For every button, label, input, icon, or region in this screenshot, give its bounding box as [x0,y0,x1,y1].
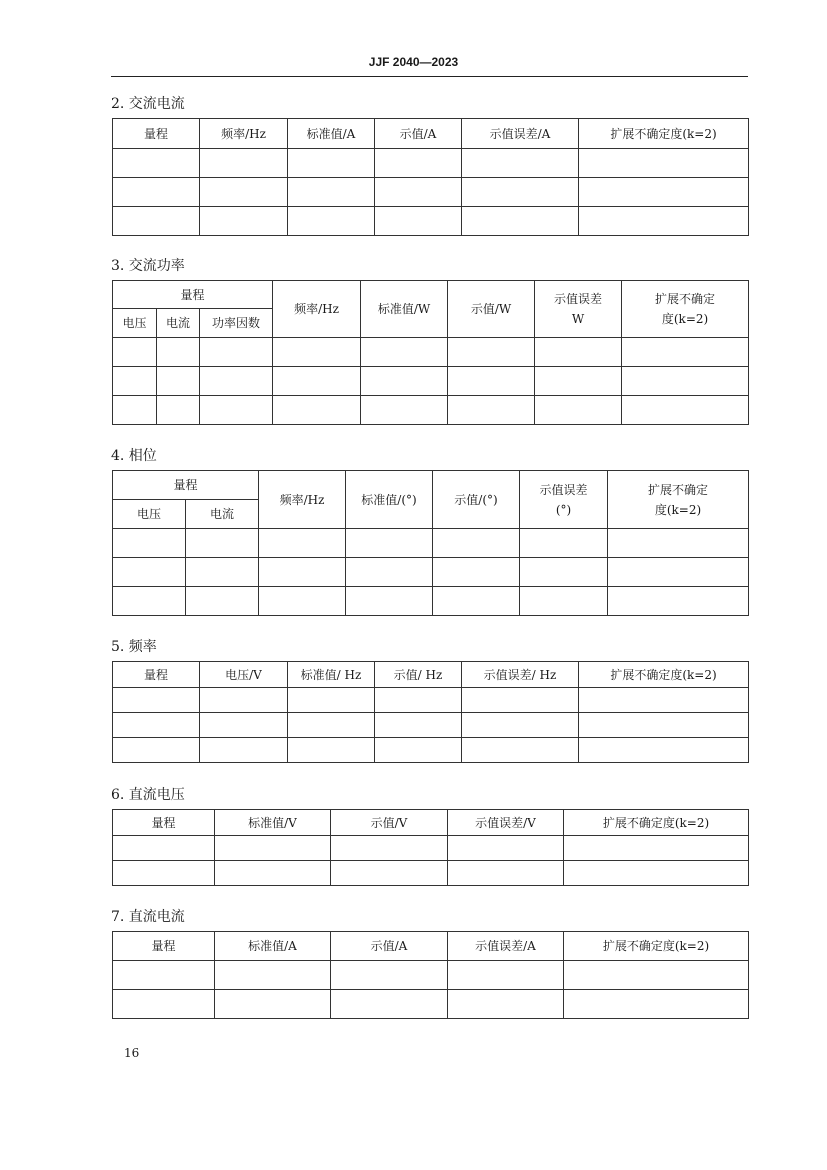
table-cell[interactable] [215,961,331,990]
header-standard-value: 标准值/A [215,932,331,961]
header-range: 量程 [113,119,200,149]
table-cell[interactable] [113,688,200,713]
table-cell[interactable] [288,738,375,763]
header-divider [111,76,748,77]
table-row [113,688,749,713]
table-cell[interactable] [520,558,608,587]
table-cell[interactable] [273,367,361,396]
table-cell[interactable] [200,149,288,178]
table-cell[interactable] [448,961,564,990]
header-indication-error [520,471,608,529]
header-frequency: 频率/Hz [273,281,361,338]
table-cell[interactable] [462,149,579,178]
header-current: 电流 [186,500,259,529]
header-voltage: 电压 [113,309,157,338]
header-standard-value: 标准值/A [288,119,375,149]
table-cell[interactable] [273,338,361,367]
table-cell[interactable] [288,688,375,713]
table-cell[interactable] [564,990,749,1019]
header-current: 电流 [157,309,200,338]
phase-table [112,470,749,616]
table-cell[interactable] [288,207,375,236]
header-range: 量程 [113,662,200,688]
section-title-dc-current: 7. 直流电流 [111,909,185,925]
table-cell[interactable] [200,688,288,713]
header-line: 扩展不确定 [655,292,716,306]
table-cell[interactable] [113,207,200,236]
table-cell[interactable] [331,836,448,861]
section-title-ac-power: 3. 交流功率 [111,258,185,274]
table-row [113,396,749,425]
table-row [113,367,749,396]
table-cell[interactable] [113,149,200,178]
table-cell[interactable] [200,738,288,763]
table-cell[interactable] [361,396,448,425]
table-cell[interactable] [448,338,535,367]
header-indicated-value: 示值/V [331,810,448,836]
table-cell[interactable] [433,558,520,587]
section-title-frequency: 5. 频率 [111,639,157,655]
table-cell[interactable] [113,558,186,587]
table-cell[interactable] [462,178,579,207]
table-cell[interactable] [113,990,215,1019]
header-line: W [571,312,585,326]
table-cell[interactable] [113,367,157,396]
table-cell[interactable] [331,961,448,990]
table-cell[interactable] [361,367,448,396]
table-cell[interactable] [462,738,579,763]
table-cell[interactable] [579,178,749,207]
table-cell[interactable] [375,207,462,236]
table-cell[interactable] [579,688,749,713]
header-range: 量程 [113,471,259,500]
table-cell[interactable] [564,961,749,990]
table-row [113,587,749,616]
table-cell[interactable] [579,738,749,763]
table-cell[interactable] [200,713,288,738]
table-row [113,149,749,178]
table-cell[interactable] [448,836,564,861]
header-standard-value: 标准值/V [215,810,331,836]
table-row [113,713,749,738]
table-cell[interactable] [186,529,259,558]
header-standard-value: 标准值/(°) [346,471,433,529]
table-cell[interactable] [375,738,462,763]
table-row [113,861,749,886]
table-cell[interactable] [215,836,331,861]
table-cell[interactable] [200,396,273,425]
table-cell[interactable] [113,713,200,738]
frequency-table [112,661,749,763]
header-indication-error [535,281,622,338]
table-cell[interactable] [113,861,215,886]
table-cell[interactable] [579,207,749,236]
table-cell[interactable] [448,861,564,886]
header-indicated-value: 示值/(°) [433,471,520,529]
table-cell[interactable] [608,587,749,616]
ac-current-table [112,118,749,236]
table-cell[interactable] [520,587,608,616]
table-cell[interactable] [273,396,361,425]
table-cell[interactable] [186,587,259,616]
table-cell[interactable] [520,529,608,558]
header-line: 度(k=2) [661,312,709,326]
table-cell[interactable] [113,738,200,763]
table-cell[interactable] [564,836,749,861]
header-indication-error: 示值误差/A [462,119,579,149]
header-indication-error: 示值误差/ Hz [462,662,579,688]
table-cell[interactable] [157,396,200,425]
table-row [113,961,749,990]
header-range: 量程 [113,810,215,836]
table-cell[interactable] [579,713,749,738]
page-number: 16 [124,1046,140,1060]
header-line: (°) [555,502,572,517]
header-expanded-uncertainty: 扩展不确定度(k=2) [564,932,749,961]
table-cell[interactable] [113,836,215,861]
table-cell[interactable] [113,396,157,425]
table-cell[interactable] [259,529,346,558]
header-expanded-uncertainty: 扩展不确定度(k=2) [564,810,749,836]
header-range: 量程 [113,281,273,309]
header-indicated-value: 示值/ Hz [375,662,462,688]
ac-power-table [112,280,749,425]
table-cell[interactable] [375,178,462,207]
page-header: JJF 2040—2023 [368,55,459,69]
table-cell[interactable] [113,961,215,990]
table-cell[interactable] [259,558,346,587]
table-cell[interactable] [375,713,462,738]
table-cell[interactable] [113,587,186,616]
table-cell[interactable] [215,990,331,1019]
header-line: 示值误差 [539,482,588,497]
table-cell[interactable] [433,587,520,616]
header-line: 示值误差 [554,292,603,306]
header-power-factor: 功率因数 [200,309,273,338]
table-cell[interactable] [448,367,535,396]
table-cell[interactable] [622,367,749,396]
table-cell[interactable] [113,178,200,207]
table-cell[interactable] [331,861,448,886]
table-cell[interactable] [157,367,200,396]
dc-current-table [112,931,749,1019]
table-cell[interactable] [186,558,259,587]
dc-voltage-table [112,809,749,886]
header-voltage: 电压 [113,500,186,529]
table-row [113,738,749,763]
table-cell[interactable] [200,207,288,236]
header-line: 扩展不确定 [648,482,709,497]
table-cell[interactable] [462,713,579,738]
header-voltage: 电压/V [200,662,288,688]
table-cell[interactable] [346,529,433,558]
table-cell[interactable] [375,688,462,713]
table-cell[interactable] [622,338,749,367]
section-title-phase: 4. 相位 [111,448,157,464]
table-cell[interactable] [535,338,622,367]
header-indication-error: 示值误差/V [448,810,564,836]
header-indicated-value: 示值/A [375,119,462,149]
table-cell[interactable] [157,338,200,367]
table-cell[interactable] [361,338,448,367]
table-cell[interactable] [608,529,749,558]
table-cell[interactable] [259,587,346,616]
header-indicated-value: 示值/W [448,281,535,338]
table-cell[interactable] [200,338,273,367]
header-standard-value: 标准值/ Hz [288,662,375,688]
section-title-dc-voltage: 6. 直流电压 [111,787,185,803]
header-expanded-uncertainty [608,471,749,529]
table-cell[interactable] [433,529,520,558]
table-cell[interactable] [288,178,375,207]
table-row [113,990,749,1019]
table-cell[interactable] [448,396,535,425]
table-cell[interactable] [331,990,448,1019]
header-standard-value: 标准值/W [361,281,448,338]
table-cell[interactable] [346,587,433,616]
header-range: 量程 [113,932,215,961]
header-frequency: 频率/Hz [259,471,346,529]
table-cell[interactable] [215,861,331,886]
header-expanded-uncertainty: 扩展不确定度(k=2) [579,119,749,149]
header-expanded-uncertainty: 扩展不确定度(k=2) [579,662,749,688]
table-cell[interactable] [288,713,375,738]
table-cell[interactable] [448,990,564,1019]
table-cell[interactable] [113,529,186,558]
table-row [113,338,749,367]
table-cell[interactable] [113,338,157,367]
table-cell[interactable] [200,367,273,396]
table-cell[interactable] [622,396,749,425]
table-row [113,529,749,558]
header-indication-error: 示值误差/A [448,932,564,961]
table-cell[interactable] [535,367,622,396]
header-expanded-uncertainty [622,281,749,338]
header-line: 度(k=2) [654,502,702,517]
table-cell[interactable] [579,149,749,178]
table-cell[interactable] [200,178,288,207]
table-cell[interactable] [462,688,579,713]
table-cell[interactable] [535,396,622,425]
table-row [113,207,749,236]
section-title-ac-current: 2. 交流电流 [111,96,185,112]
table-cell[interactable] [564,861,749,886]
table-cell[interactable] [375,149,462,178]
table-row [113,836,749,861]
header-frequency: 频率/Hz [200,119,288,149]
table-cell[interactable] [346,558,433,587]
table-cell[interactable] [288,149,375,178]
table-cell[interactable] [462,207,579,236]
table-cell[interactable] [608,558,749,587]
header-indicated-value: 示值/A [331,932,448,961]
table-row [113,558,749,587]
table-row [113,178,749,207]
